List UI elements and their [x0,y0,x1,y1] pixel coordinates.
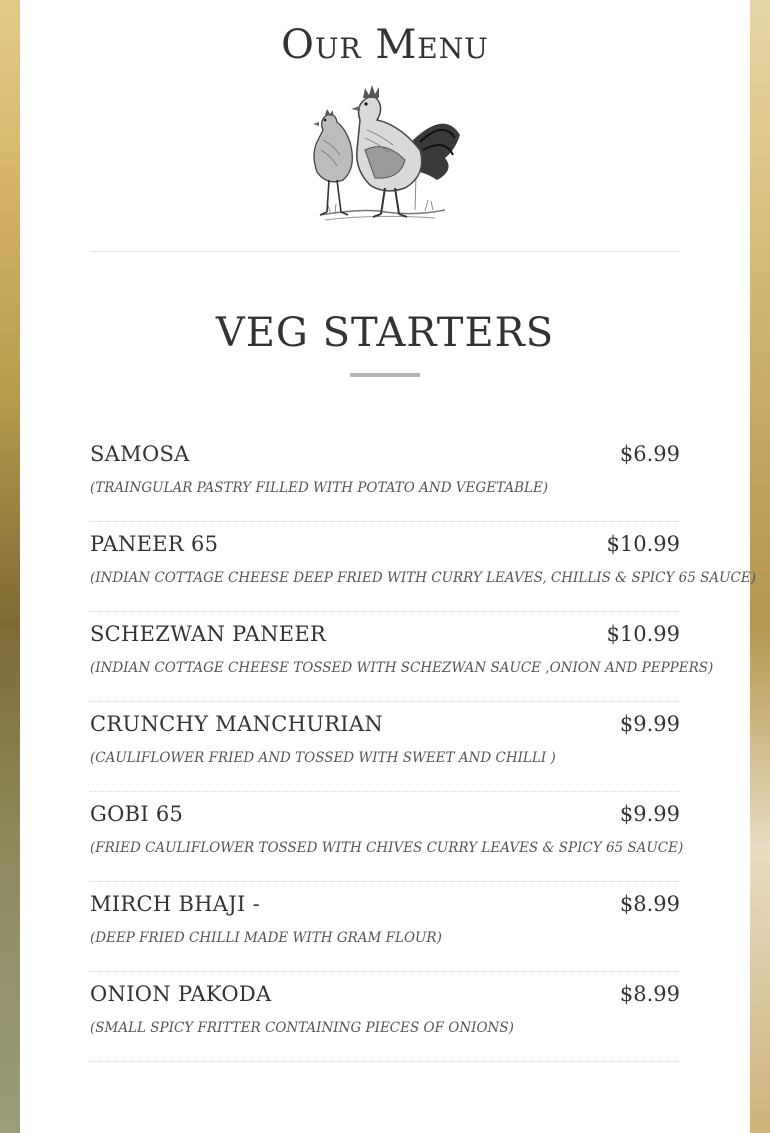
menu-item-paneer-65 [90,522,756,612]
item-price: $10.99 [606,622,680,646]
item-name: PANEER 65 [90,532,219,556]
item-description: (INDIAN COTTAGE CHEESE DEEP FRIED WITH CURRY LEAVES, CHILLIS & SPICY 65 SAUCE) [90,570,756,586]
item-price: $8.99 [619,892,680,916]
item-name: SCHEZWAN PANEER [90,622,327,646]
menu-items-list [90,432,756,1062]
menu-item-samosa [90,432,680,522]
item-description: (TRAINGULAR PASTRY FILLED WITH POTATO AND VEGETABLE) [90,480,549,496]
item-description: (DEEP FRIED CHILLI MADE WITH GRAM FLOUR) [90,930,442,946]
item-price: $8.99 [619,982,680,1006]
menu-item-gobi-65 [90,792,684,882]
section-underline [350,373,420,377]
item-name: GOBI 65 [90,802,184,826]
menu-item-crunchy-manchurian [90,702,680,792]
background-right [750,0,770,1133]
item-price: $9.99 [619,802,680,826]
section-title: VEG STARTERS [215,310,555,356]
page-title: Our Menu [281,22,489,68]
item-name: SAMOSA [90,442,190,466]
item-description: (SMALL SPICY FRITTER CONTAINING PIECES OF ONIONS) [90,1020,514,1036]
item-price: $9.99 [619,712,680,736]
menu-item-onion-pakoda [90,972,680,1062]
item-description: (INDIAN COTTAGE CHEESE TOSSED WITH SCHEZWAN SAUCE ,ONION AND PEPPERS) [90,660,714,676]
item-name: MIRCH BHAJI - [90,892,260,916]
item-price: $6.99 [619,442,680,466]
item-description: (FRIED CAULIFLOWER TOSSED WITH CHIVES CURRY LEAVES & SPICY 65 SAUCE) [90,840,684,856]
item-name: CRUNCHY MANCHURIAN [90,712,384,736]
menu-item-mirch-bhaji [90,882,680,972]
item-name: ONION PAKODA [90,982,272,1006]
header-divider [90,251,680,252]
item-description: (CAULIFLOWER FRIED AND TOSSED WITH SWEET AND CHILLI ) [90,750,556,766]
rooster-hens-icon [305,80,465,225]
menu-item-schezwan-paneer [90,612,714,702]
item-price: $10.99 [606,532,680,556]
menu-page [20,0,756,1133]
background-left [0,0,20,1133]
